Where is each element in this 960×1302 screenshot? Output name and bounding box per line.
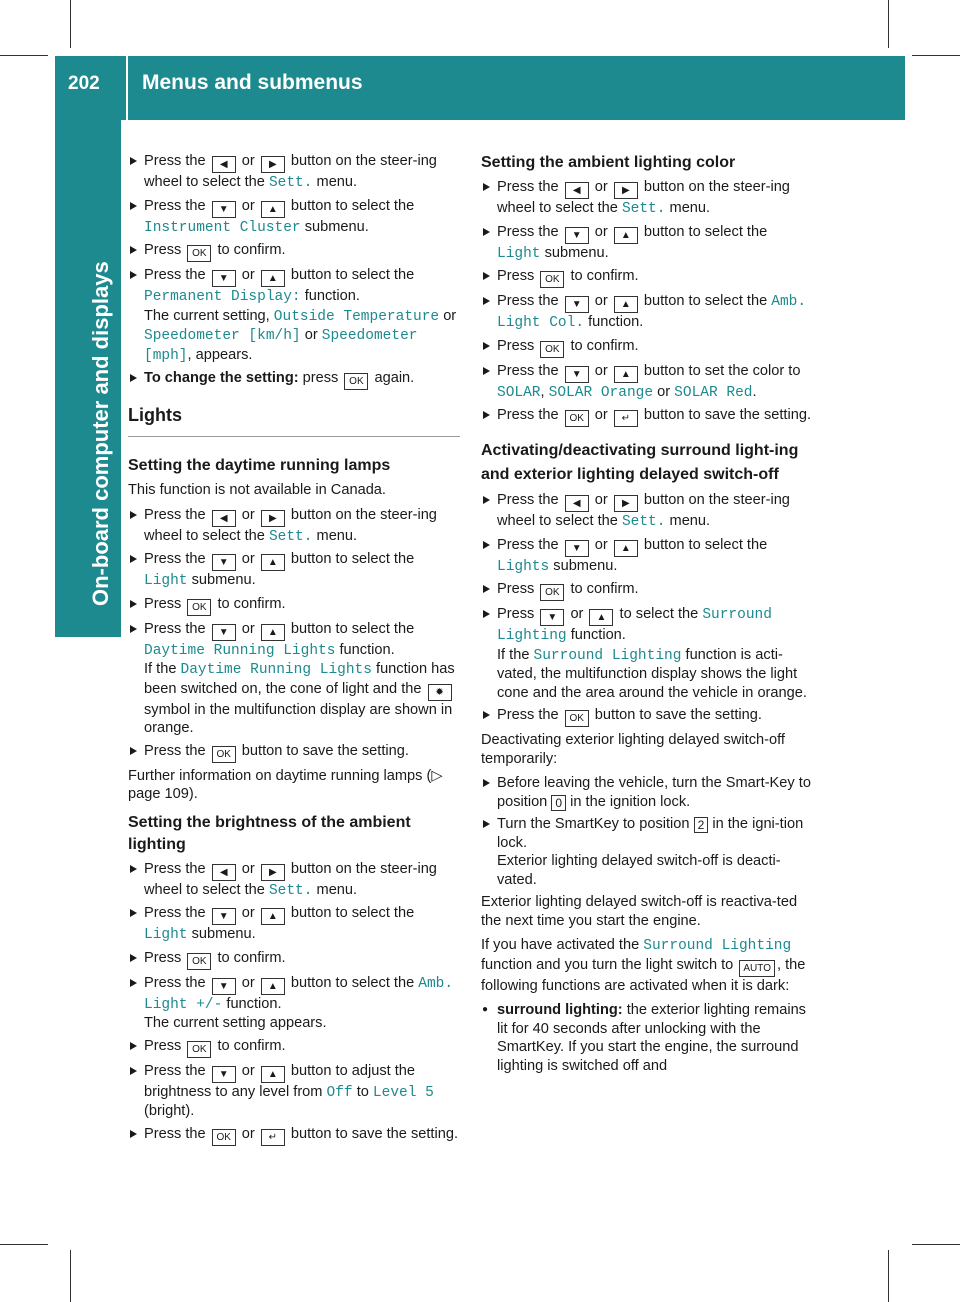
menu-name: Light — [144, 573, 188, 589]
back-icon: ↵ — [261, 1129, 285, 1146]
step: Press the ▼ or ▲ button to select the Daytime Running Lights function. If the Daytime Running Lights function has been switched on, the cone of light and the ✹ symbol in the multifunction display are shown in orange. — [128, 620, 460, 738]
right-arrow-icon: ▶ — [614, 495, 638, 512]
step: Press the OK button to save the setting. — [128, 742, 460, 763]
step: Press the ▼ or ▲ button to select the Light submenu. — [481, 223, 813, 264]
menu-name: Sett. — [268, 528, 313, 545]
down-arrow-icon: ▼ — [565, 296, 589, 313]
down-arrow-icon: ▼ — [212, 270, 236, 287]
list-item: ● surround lighting: the exterior lighting remains lit for 40 seconds after unlocking with the SmartKey. If you start the engine, the surround lighting is switched off and — [481, 1001, 813, 1075]
step: To change the setting: press OK again. — [128, 369, 460, 390]
ok-icon: OK — [540, 341, 564, 358]
up-arrow-icon: ▲ — [261, 1066, 285, 1083]
up-arrow-icon: ▲ — [261, 201, 285, 218]
key-position-badge: 0 — [551, 795, 566, 811]
step: Press the OK button to save the setting. — [481, 706, 813, 727]
paragraph: Exterior lighting delayed switch-off is reactiva-ted the next time you start the engine. — [481, 894, 798, 929]
step: Before leaving the vehicle, turn the Smart-Key to position 0 in the ignition lock. — [481, 774, 813, 811]
step: Press the ◀ or ▶ button on the steer-ing wheel to select the Sett. menu. — [481, 491, 813, 532]
step: Press OK to confirm. — [481, 267, 813, 288]
sub-heading: Setting the daytime running lamps — [128, 457, 391, 474]
down-arrow-icon: ▼ — [212, 201, 236, 218]
step: Press the ▼ or ▲ button to select the Amb. Light Col. function. — [481, 292, 813, 333]
step: Press OK to confirm. — [128, 949, 460, 970]
step: Press the ◀ or ▶ button on the steer-ing wheel to select the Sett. menu. — [128, 152, 460, 193]
step: Press the ◀ or ▶ button on the steer-ing wheel to select the Sett. menu. — [128, 506, 460, 547]
down-arrow-icon: ▼ — [540, 609, 564, 626]
step: Press the ▼ or ▲ button to select the Light submenu. — [128, 550, 460, 591]
up-arrow-icon: ▲ — [614, 540, 638, 557]
page-title: Menus and submenus — [142, 71, 363, 94]
sub-heading: Setting the brightness of the ambient lighting — [128, 813, 411, 853]
menu-name: SOLAR Orange — [548, 384, 654, 401]
ok-icon: OK — [565, 710, 589, 727]
menu-name: Outside Temperature — [273, 308, 440, 325]
up-arrow-icon: ▲ — [614, 366, 638, 383]
down-arrow-icon: ▼ — [565, 227, 589, 244]
crop-mark — [0, 55, 48, 56]
menu-name: Lights — [497, 558, 550, 575]
down-arrow-icon: ▼ — [212, 624, 236, 641]
up-arrow-icon: ▲ — [614, 227, 638, 244]
menu-name: Sett. — [621, 514, 666, 530]
up-arrow-icon: ▲ — [261, 270, 285, 287]
up-arrow-icon: ▲ — [261, 908, 285, 925]
section-heading: Lights — [128, 404, 460, 437]
step: Turn the SmartKey to position 2 in the igni-tion lock. Exterior lighting delayed switch-off is deacti-vated. — [481, 815, 813, 889]
menu-name: Amb. Light +/- — [144, 975, 454, 1013]
ok-icon: OK — [187, 599, 211, 616]
step: Press ▼ or ▲ to select the Surround Lighting function. If the Surround Lighting function is acti-vated, the multifunction display shows the light cone and the area around the vehicle in orange. — [481, 605, 813, 702]
down-arrow-icon: ▼ — [212, 908, 236, 925]
paragraph: This function is not available in Canada. — [128, 482, 386, 498]
step: Press OK to confirm. — [128, 1037, 460, 1058]
crop-mark — [0, 1244, 48, 1245]
menu-name: Level 5 — [372, 1084, 434, 1101]
up-arrow-icon: ▲ — [589, 609, 613, 626]
menu-name: Surround Lighting — [497, 607, 772, 644]
step: Press OK to confirm. — [481, 580, 813, 601]
paragraph: Deactivating exterior lighting delayed switch-off temporarily: — [481, 732, 785, 767]
ok-icon: OK — [187, 1041, 211, 1058]
step: Press OK to confirm. — [481, 337, 813, 358]
left-arrow-icon: ◀ — [565, 182, 589, 199]
menu-name: SOLAR — [497, 384, 541, 401]
ok-icon: OK — [187, 245, 211, 262]
back-icon: ↵ — [614, 410, 638, 427]
menu-name: Sett. — [621, 201, 666, 217]
left-arrow-icon: ◀ — [212, 156, 236, 173]
menu-name: Surround Lighting — [533, 647, 682, 664]
ok-icon: OK — [565, 410, 589, 427]
header-divider — [126, 56, 128, 120]
step: Press the ▼ or ▲ button to adjust the brightness to any level from Off to Level 5 (bright). — [128, 1062, 460, 1121]
menu-name: Light — [144, 927, 188, 943]
down-arrow-icon: ▼ — [212, 978, 236, 995]
down-arrow-icon: ▼ — [565, 540, 589, 557]
step: Press OK to confirm. — [128, 595, 460, 616]
down-arrow-icon: ▼ — [212, 554, 236, 571]
menu-name: Speedometer [mph] — [144, 328, 418, 364]
up-arrow-icon: ▲ — [261, 554, 285, 571]
page-number: 202 — [68, 73, 100, 94]
ok-icon: OK — [187, 953, 211, 970]
step: Press the ▼ or ▲ button to set the color to SOLAR, SOLAR Orange or SOLAR Red. — [481, 362, 813, 403]
step: Press the ▼ or ▲ button to select the Permanent Display: function. The current setting, Outside Temperature or Speedometer [km/h] or Speedometer [mph], appears. — [128, 266, 460, 365]
crop-mark — [888, 1250, 889, 1302]
crop-mark — [70, 1250, 71, 1302]
up-arrow-icon: ▲ — [261, 624, 285, 641]
step: Press the OK or ↵ button to save the setting. — [481, 406, 813, 427]
crop-mark — [912, 1244, 960, 1245]
step: Press the ◀ or ▶ button on the steer-ing wheel to select the Sett. menu. — [128, 860, 460, 901]
step: Press the ▼ or ▲ button to select the Instrument Cluster submenu. — [128, 197, 460, 238]
menu-name: Amb. Light Col. — [497, 294, 807, 331]
auto-icon: AUTO — [739, 960, 775, 977]
paragraph: Further information on daytime running lamps (▷ page 109). — [128, 767, 443, 802]
menu-name: SOLAR Red — [674, 384, 753, 401]
right-arrow-icon: ▶ — [261, 510, 285, 527]
step: Press the ◀ or ▶ button on the steer-ing wheel to select the Sett. menu. — [481, 178, 813, 219]
crop-mark — [70, 0, 71, 48]
right-column — [481, 152, 813, 1079]
menu-name: Daytime Running Lights — [180, 662, 372, 678]
ok-icon: OK — [540, 271, 564, 288]
ok-icon: OK — [344, 373, 368, 390]
step: Press the ▼ or ▲ button to select the Amb. Light +/- function. The current setting appears. — [128, 974, 460, 1033]
sub-heading: Activating/deactivating surround light-ing and exterior lighting delayed switch-off — [481, 442, 799, 483]
right-arrow-icon: ▶ — [261, 156, 285, 173]
ok-icon: OK — [212, 1129, 236, 1146]
menu-name: Off — [326, 1084, 353, 1101]
key-position-badge: 2 — [694, 817, 709, 833]
crop-mark — [888, 0, 889, 48]
down-arrow-icon: ▼ — [565, 366, 589, 383]
right-arrow-icon: ▶ — [614, 182, 638, 199]
down-arrow-icon: ▼ — [212, 1066, 236, 1083]
right-arrow-icon: ▶ — [261, 864, 285, 881]
menu-name: Sett. — [268, 882, 313, 899]
side-tab-label: On-board computer and displays — [88, 261, 113, 606]
menu-name: Permanent Display: — [144, 289, 301, 305]
sub-heading: Setting the ambient lighting color — [481, 154, 736, 171]
left-arrow-icon: ◀ — [212, 510, 236, 527]
sun-icon: ✹ — [428, 684, 452, 701]
ok-icon: OK — [540, 584, 564, 601]
menu-name: Sett. — [268, 175, 313, 191]
up-arrow-icon: ▲ — [261, 978, 285, 995]
step: Press the OK or ↵ button to save the setting. — [128, 1125, 460, 1146]
crop-mark — [912, 55, 960, 56]
step: Press the ▼ or ▲ button to select the Lights submenu. — [481, 536, 813, 577]
menu-name: Daytime Running Lights — [144, 642, 336, 659]
menu-name: Speedometer [km/h] — [144, 328, 301, 344]
left-arrow-icon: ◀ — [212, 864, 236, 881]
left-arrow-icon: ◀ — [565, 495, 589, 512]
step: Press the ▼ or ▲ button to select the Light submenu. — [128, 904, 460, 945]
menu-name: Surround Lighting — [643, 938, 792, 954]
paragraph: If you have activated the Surround Lighting function and you turn the light switch to AUTO , the following functions are activated when it is dark: — [481, 937, 806, 994]
up-arrow-icon: ▲ — [614, 296, 638, 313]
menu-name: Light — [497, 245, 541, 262]
left-column — [128, 152, 460, 1150]
ok-icon: OK — [212, 746, 236, 763]
menu-name: Instrument Cluster — [144, 219, 301, 236]
step: Press OK to confirm. — [128, 241, 460, 262]
